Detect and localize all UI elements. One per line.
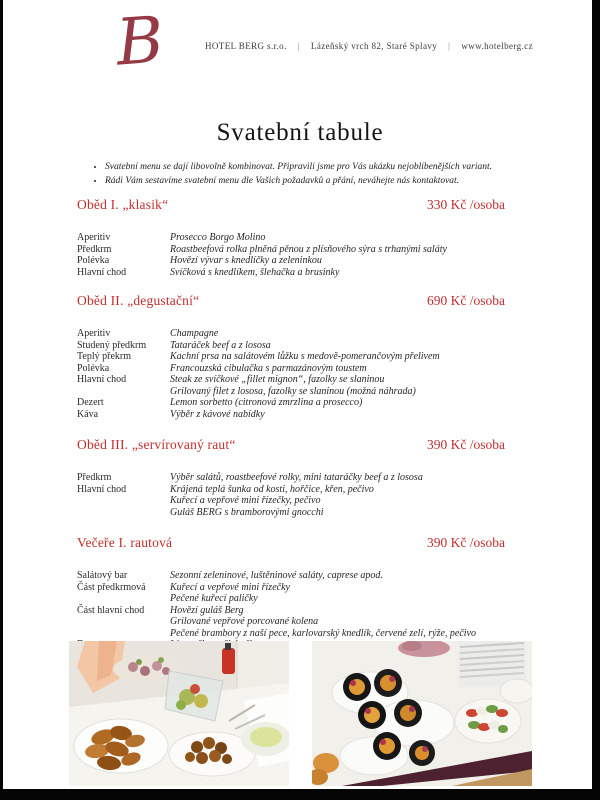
course-description: Sezonní zeleninové, luštěninové saláty, caprese apod. [170, 570, 383, 581]
section-heading-row [77, 437, 505, 453]
menu-row [77, 340, 505, 352]
section-heading-row [77, 197, 505, 213]
course-description: Tataráček beef a z lososa [170, 339, 271, 351]
page-title: Svatební tabule [216, 119, 384, 146]
course-label: Polévka [77, 362, 110, 374]
course-description: Svíčková s knedlíkem, šlehačka a brusinky [170, 266, 340, 278]
menu-row [77, 484, 505, 496]
course-description: Hovězí vývar s knedlíčky a zeleninkou [170, 255, 322, 266]
intro-bullets [88, 161, 528, 188]
menu-section-3 [77, 437, 505, 518]
intro-bullet: • Svatební menu se dají libovolně kombinovat. Připravili jsme pro Vás ukázku nejoblíbenějších variant. [105, 161, 528, 174]
section-heading-row [77, 535, 505, 551]
section-title: Oběd I. „klasik“ [77, 197, 169, 212]
hotel-berg-logo: B [113, 3, 167, 81]
course-description: Champagne [170, 328, 219, 339]
section-rows [77, 232, 505, 278]
course-label [77, 507, 170, 519]
menu-row [77, 495, 505, 507]
course-label: Salátový bar [77, 570, 128, 581]
course-label: Polévka [77, 255, 110, 266]
course-label: Dezert [77, 397, 104, 408]
menu-row [77, 593, 505, 605]
menu-row [77, 255, 505, 267]
course-description: Lemon sorbetto (citronová zmrzlina a prosecco) [170, 397, 363, 408]
menu-row [77, 363, 505, 375]
menu-row [77, 351, 505, 363]
course-label: Káva [77, 408, 99, 420]
course-label: Předkrm [77, 243, 112, 255]
menu-row [77, 328, 505, 340]
section-price: 390 Kč /osoba [427, 535, 505, 550]
section-rows [77, 328, 505, 420]
course-label [77, 593, 170, 605]
section-title: Oběd II. „degustační“ [77, 293, 200, 308]
menu-row [77, 244, 505, 256]
course-description: Steak ze svíčkové „fillet mignon“, fazolky se slaninou [170, 374, 385, 385]
course-label: Aperitiv [77, 232, 111, 243]
course-label: Předkrm [77, 472, 112, 483]
course-description: Roastbeefová rolka plněná pěnou z plísňového sýra s trhanými saláty [170, 243, 447, 255]
screen-edge-bottom [0, 789, 600, 800]
menu-row [77, 374, 505, 386]
separator-pipe: | [448, 41, 451, 51]
appetizer-bowls-photo [312, 641, 532, 786]
course-description: Hovězí guláš Berg [170, 604, 244, 616]
hotel-address: Lázeňský vrch 82, Staré Splavy [310, 41, 438, 51]
course-description: Francouzská cibulačka s parmazánovým toustem [170, 362, 367, 374]
menu-section-2 [77, 293, 505, 420]
course-label [77, 386, 170, 398]
course-description: Grilované vepřové porcované kolena [170, 616, 319, 627]
course-label: Studený předkrm [77, 339, 147, 351]
menu-row [77, 570, 505, 582]
menu-row [77, 582, 505, 594]
course-label: Hlavní chod [77, 483, 127, 495]
course-description: Krájená teplá šunka od kosti, hořčice, křen, pečivo [170, 483, 374, 495]
header-contact-line [205, 41, 533, 51]
course-description: Prosecco Borgo Molino [170, 232, 266, 243]
course-label: Část předkrmová [77, 581, 146, 593]
menu-row [77, 386, 505, 398]
menu-row [77, 409, 505, 421]
course-description: Kachní prsa na salátovém lůžku s medově-pomerančovým přelivem [170, 351, 440, 362]
menu-row [77, 232, 505, 244]
menu-row [77, 507, 505, 519]
menu-section-4 [77, 535, 505, 651]
course-label: Hlavní chod [77, 266, 127, 278]
course-description: Guláš BERG s bramborovými gnocchi [170, 506, 324, 518]
section-title: Večeře I. rautová [77, 535, 173, 550]
course-label: Aperitiv [77, 328, 111, 339]
course-description: Výběr salátů, roastbeefové rolky, mini tataráčky beef a z lososa [170, 472, 423, 483]
course-label [77, 495, 170, 507]
menu-row [77, 616, 505, 628]
course-description: Pečené kuřecí paličky [170, 593, 258, 604]
menu-row [77, 605, 505, 617]
menu-row [77, 267, 505, 279]
buffet-fried-food-photo [69, 641, 289, 786]
buffet-photo-illustration [69, 641, 289, 786]
course-label: Část hlavní chod [77, 604, 145, 616]
section-rows [77, 472, 505, 518]
section-rows [77, 570, 505, 651]
course-description: Pečené brambory z naší pece, karlovarský knedlík, červené zelí, rýže, pečivo [170, 627, 476, 639]
screen-edge-right [592, 0, 600, 800]
intro-bullet: • Rádi Vám sestavíme svatební menu dle Vašich požadavků a přání, neváhejte nás kontaktovat. [105, 175, 528, 188]
course-label [77, 616, 170, 628]
intro-section [88, 161, 528, 189]
menu-row [77, 472, 505, 484]
course-description: Výběr z kávové nabídky [170, 408, 265, 420]
section-title: Oběd III. „servírovaný raut“ [77, 437, 236, 452]
company-name: HOTEL BERG s.r.o. [205, 41, 287, 51]
course-label [77, 628, 170, 640]
appetizer-photo-illustration [312, 641, 532, 786]
course-label: Hlavní chod [77, 374, 127, 385]
menu-section-1 [77, 197, 505, 278]
course-description: Kuřecí a vepřové mini řízečky, pečivo [170, 495, 321, 506]
menu-row [77, 628, 505, 640]
screen-edge-left [0, 0, 3, 800]
section-price: 390 Kč /osoba [427, 437, 505, 452]
course-label: Teplý překrm [77, 351, 132, 362]
separator-pipe: | [297, 41, 300, 51]
section-price: 690 Kč /osoba [427, 293, 505, 308]
course-description: Grilovaný filet z lososa, fazolky se slaninou (možná náhrada) [170, 385, 416, 397]
section-price: 330 Kč /osoba [427, 197, 505, 212]
course-description: Kuřecí a vepřové mini řízečky [170, 581, 290, 593]
section-heading-row [77, 293, 505, 309]
hotel-website: www.hotelberg.cz [461, 41, 533, 51]
menu-row [77, 397, 505, 409]
